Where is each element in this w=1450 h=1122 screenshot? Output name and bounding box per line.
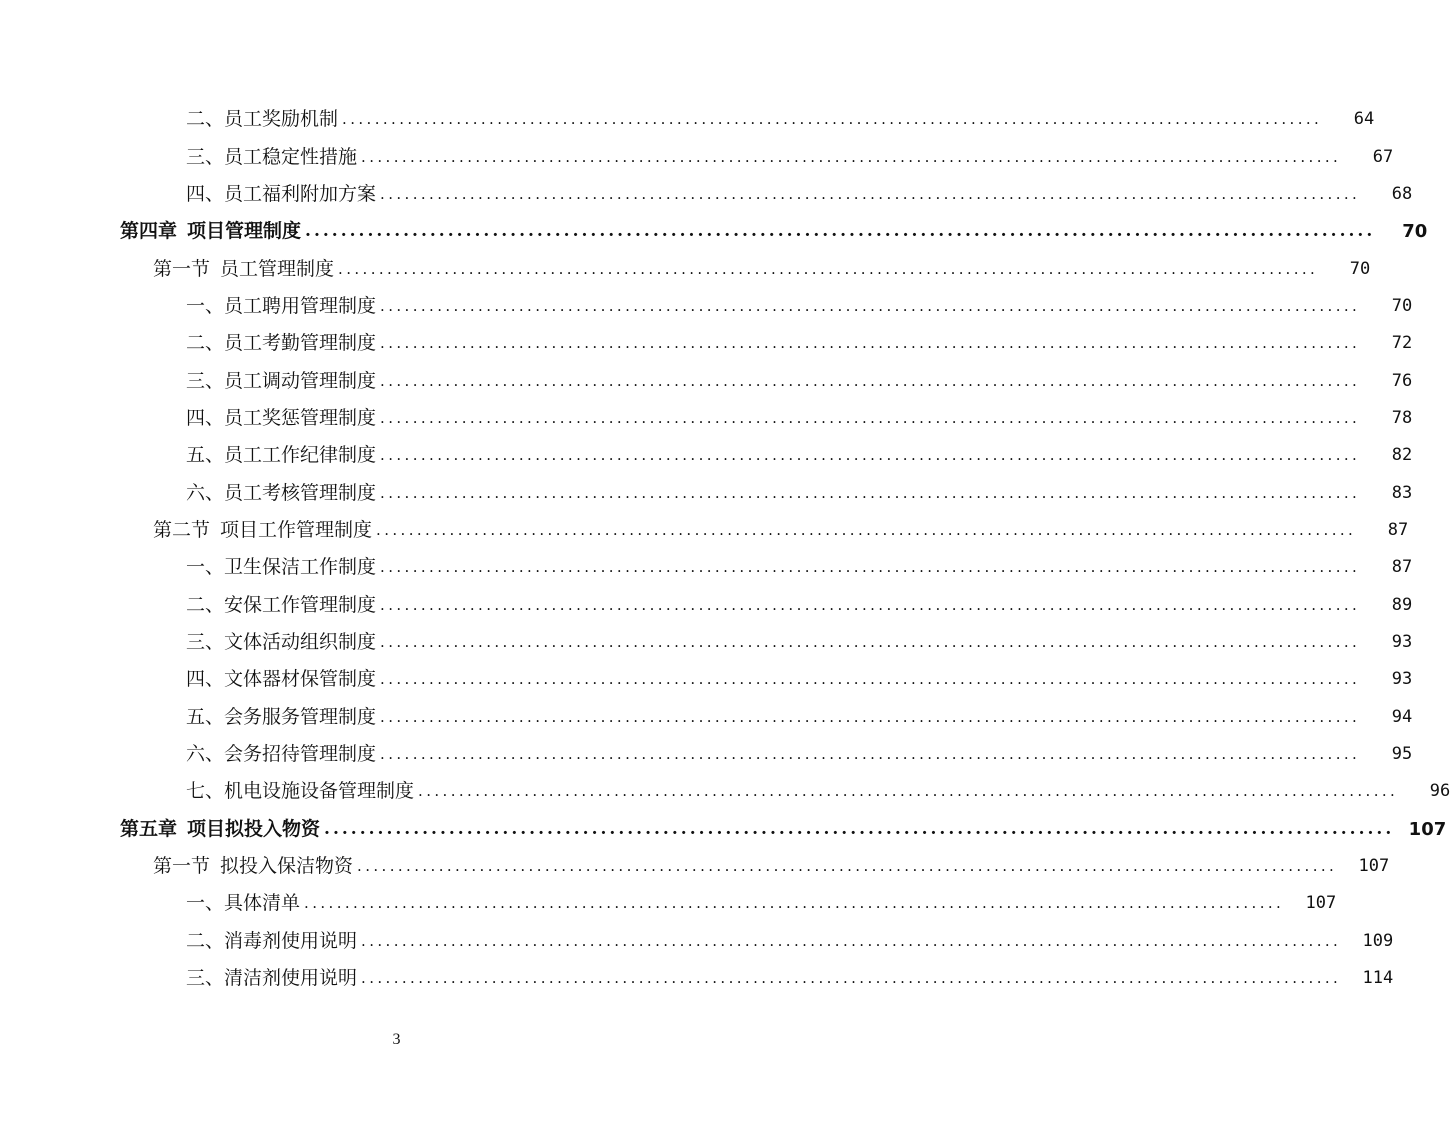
toc-entry-item[interactable] (0, 586, 1413, 623)
toc-entry-item[interactable] (0, 400, 1413, 437)
toc-page-number: 87 (1387, 519, 1409, 540)
toc-page-number: 68 (1391, 183, 1413, 204)
toc-entry-label (186, 773, 414, 810)
toc-dot-leader: ........................................................................................................................ (376, 520, 1357, 539)
toc-dot-leader: ........................................................................................................................ (380, 745, 1361, 764)
toc-page-number: 83 (1391, 482, 1413, 503)
toc-entry-prefix: 五、 (186, 705, 225, 728)
toc-entry-prefix: 二、 (186, 593, 225, 616)
toc-entry-label (186, 549, 376, 586)
toc-entry-label (186, 325, 376, 362)
toc-entry-prefix: 七、 (186, 780, 225, 803)
toc-entry-title: 卫生保洁工作制度 (224, 556, 377, 579)
toc-dot-leader: ........................................................................................................................ (361, 147, 1342, 166)
toc-page-number: 94 (1391, 706, 1413, 727)
toc-page-number: 109 (1362, 930, 1394, 951)
toc-entry-prefix: 五、 (186, 444, 225, 467)
toc-entry-label (120, 811, 320, 848)
toc-entry-item[interactable] (0, 288, 1413, 325)
toc-entry-label (186, 176, 376, 213)
toc-entry-prefix: 三、 (186, 967, 225, 990)
toc-dot-leader: ........................................................................................................................ (304, 894, 1285, 913)
toc-entry-title: 员工考核管理制度 (224, 481, 377, 504)
toc-entry-label (186, 587, 376, 624)
toc-entry-prefix: 第二节 (153, 518, 211, 541)
toc-entry-item[interactable] (0, 624, 1413, 661)
toc-dot-leader: ........................................................................................................................ (338, 259, 1319, 278)
toc-entry-section[interactable] (0, 848, 1390, 885)
toc-entry-label (186, 139, 357, 176)
toc-entry-item[interactable] (0, 736, 1413, 773)
toc-entry-title: 员工管理制度 (220, 257, 335, 280)
toc-entry-title: 消毒剂使用说明 (224, 929, 358, 952)
toc-entry-title: 项目工作管理制度 (220, 518, 373, 541)
toc-entry-label (186, 923, 357, 960)
toc-entry-prefix: 四、 (186, 182, 225, 205)
toc-dot-leader: ........................................................................................................................ (357, 857, 1338, 876)
toc-page-number: 64 (1353, 109, 1375, 130)
toc-dot-leader: ........................................................................................................................ (361, 931, 1342, 950)
toc-entry-item[interactable] (0, 923, 1394, 960)
toc-page-number: 93 (1391, 669, 1413, 690)
toc-page-number: 96 (1429, 781, 1450, 802)
toc-dot-leader: ........................................................................................................................ (380, 371, 1361, 390)
toc-entry-title: 会务招待管理制度 (224, 743, 377, 766)
toc-entry-item[interactable] (0, 549, 1413, 586)
toc-page-number: 114 (1362, 968, 1394, 989)
toc-page-number: 76 (1391, 370, 1413, 391)
toc-entry-title: 员工工作纪律制度 (224, 444, 377, 467)
toc-page-number: 89 (1391, 594, 1413, 615)
toc-entry-label (186, 661, 376, 698)
toc-dot-leader: ........................................................................................................................ (380, 707, 1361, 726)
toc-entry-item[interactable] (0, 362, 1413, 399)
toc-entry-prefix: 三、 (186, 145, 225, 168)
toc-entry-item[interactable] (0, 885, 1337, 922)
toc-dot-leader: ........................................................................................................................ (380, 558, 1361, 577)
page-number-footer: 3 (392, 1031, 401, 1048)
toc-entry-section[interactable] (0, 512, 1409, 549)
toc-entry-prefix: 二、 (186, 332, 225, 355)
toc-entry-item[interactable] (0, 773, 1450, 810)
toc-dot-leader: ........................................................................................................................ (324, 818, 1395, 839)
toc-dot-leader: ........................................................................................................................ (380, 670, 1361, 689)
toc-page-number: 93 (1391, 631, 1413, 652)
toc-entry-item[interactable] (0, 101, 1375, 138)
toc-entry-title: 安保工作管理制度 (224, 593, 377, 616)
toc-entry-prefix: 一、 (186, 294, 225, 317)
toc-entry-prefix: 一、 (186, 892, 225, 915)
toc-entry-prefix: 第四章 (120, 220, 178, 243)
toc-entry-prefix: 二、 (186, 108, 225, 131)
toc-entry-title: 员工调动管理制度 (224, 369, 377, 392)
toc-page-number: 107 (1408, 818, 1447, 840)
toc-entry-title: 员工奖惩管理制度 (224, 406, 377, 429)
toc-page-number: 70 (1349, 258, 1371, 279)
toc-dot-leader: ........................................................................................................................ (342, 110, 1323, 129)
toc-page-number: 107 (1358, 856, 1390, 877)
table-of-contents (0, 101, 1450, 997)
toc-entry-prefix: 三、 (186, 630, 225, 653)
toc-page-number: 78 (1391, 407, 1413, 428)
toc-dot-leader: ........................................................................................................................ (380, 446, 1361, 465)
toc-page-number: 70 (1402, 221, 1428, 243)
toc-entry-chapter[interactable] (0, 213, 1428, 250)
toc-entry-title: 文体活动组织制度 (224, 630, 377, 653)
toc-dot-leader: ........................................................................................................................ (418, 782, 1399, 801)
toc-entry-item[interactable] (0, 176, 1413, 213)
toc-entry-label (186, 960, 357, 997)
toc-entry-prefix: 四、 (186, 668, 225, 691)
toc-dot-leader: ........................................................................................................................ (361, 969, 1342, 988)
toc-entry-label (186, 363, 376, 400)
toc-dot-leader: ........................................................................................................................ (380, 595, 1361, 614)
toc-entry-title: 会务服务管理制度 (224, 705, 377, 728)
toc-entry-label (153, 848, 353, 885)
toc-entry-label (186, 400, 376, 437)
toc-dot-leader: ........................................................................................................................ (380, 632, 1361, 651)
toc-entry-title: 员工考勤管理制度 (224, 332, 377, 355)
toc-entry-title: 员工稳定性措施 (224, 145, 358, 168)
toc-entry-label (120, 213, 301, 250)
toc-dot-leader: ........................................................................................................................ (380, 296, 1361, 315)
toc-dot-leader: ........................................................................................................................ (380, 334, 1361, 353)
toc-entry-prefix: 二、 (186, 929, 225, 952)
toc-entry-title: 项目管理制度 (187, 220, 302, 243)
toc-page-number: 70 (1391, 295, 1413, 316)
toc-entry-title: 清洁剂使用说明 (224, 967, 358, 990)
toc-entry-prefix: 六、 (186, 743, 225, 766)
toc-dot-leader: ........................................................................................................................ (380, 184, 1361, 203)
toc-entry-label (186, 624, 376, 661)
toc-entry-prefix: 第一节 (153, 257, 211, 280)
toc-entry-label (153, 251, 334, 288)
toc-entry-label (186, 736, 376, 773)
toc-entry-title: 机电设施设备管理制度 (224, 780, 415, 803)
toc-entry-prefix: 四、 (186, 406, 225, 429)
toc-entry-title: 员工奖励机制 (224, 108, 339, 131)
toc-page-number: 72 (1391, 333, 1413, 354)
toc-entry-label (186, 885, 300, 922)
toc-entry-title: 员工福利附加方案 (224, 182, 377, 205)
toc-entry-label (186, 699, 376, 736)
toc-page-number: 82 (1391, 445, 1413, 466)
toc-entry-item[interactable] (0, 138, 1394, 175)
toc-entry-label (186, 288, 376, 325)
toc-entry-label (186, 101, 338, 138)
toc-page-number: 95 (1391, 744, 1413, 765)
toc-entry-title: 员工聘用管理制度 (224, 294, 377, 317)
toc-page-number: 107 (1305, 893, 1337, 914)
toc-entry-prefix: 一、 (186, 556, 225, 579)
toc-entry-title: 文体器材保管制度 (224, 668, 377, 691)
toc-entry-label (186, 437, 376, 474)
toc-dot-leader: ........................................................................................................................ (380, 408, 1361, 427)
toc-entry-section[interactable] (0, 250, 1371, 287)
toc-entry-prefix: 第五章 (120, 817, 178, 840)
toc-dot-leader: ........................................................................................................................ (380, 483, 1361, 502)
toc-entry-title: 项目拟投入物资 (187, 817, 321, 840)
toc-entry-prefix: 六、 (186, 481, 225, 504)
toc-page-number: 67 (1372, 146, 1394, 167)
toc-entry-label (186, 475, 376, 512)
toc-entry-label (153, 512, 372, 549)
toc-entry-item[interactable] (0, 474, 1413, 511)
toc-entry-prefix: 第一节 (153, 855, 211, 878)
toc-entry-title: 拟投入保洁物资 (220, 855, 354, 878)
toc-entry-item[interactable] (0, 699, 1413, 736)
toc-dot-leader: ........................................................................................................................ (305, 221, 1376, 242)
toc-entry-item[interactable] (0, 437, 1413, 474)
toc-entry-title: 具体清单 (224, 892, 301, 915)
toc-entry-item[interactable] (0, 325, 1413, 362)
toc-entry-item[interactable] (0, 661, 1413, 698)
toc-page-number: 87 (1391, 557, 1413, 578)
toc-entry-item[interactable] (0, 960, 1394, 997)
toc-entry-chapter[interactable] (0, 811, 1447, 848)
toc-entry-prefix: 三、 (186, 369, 225, 392)
